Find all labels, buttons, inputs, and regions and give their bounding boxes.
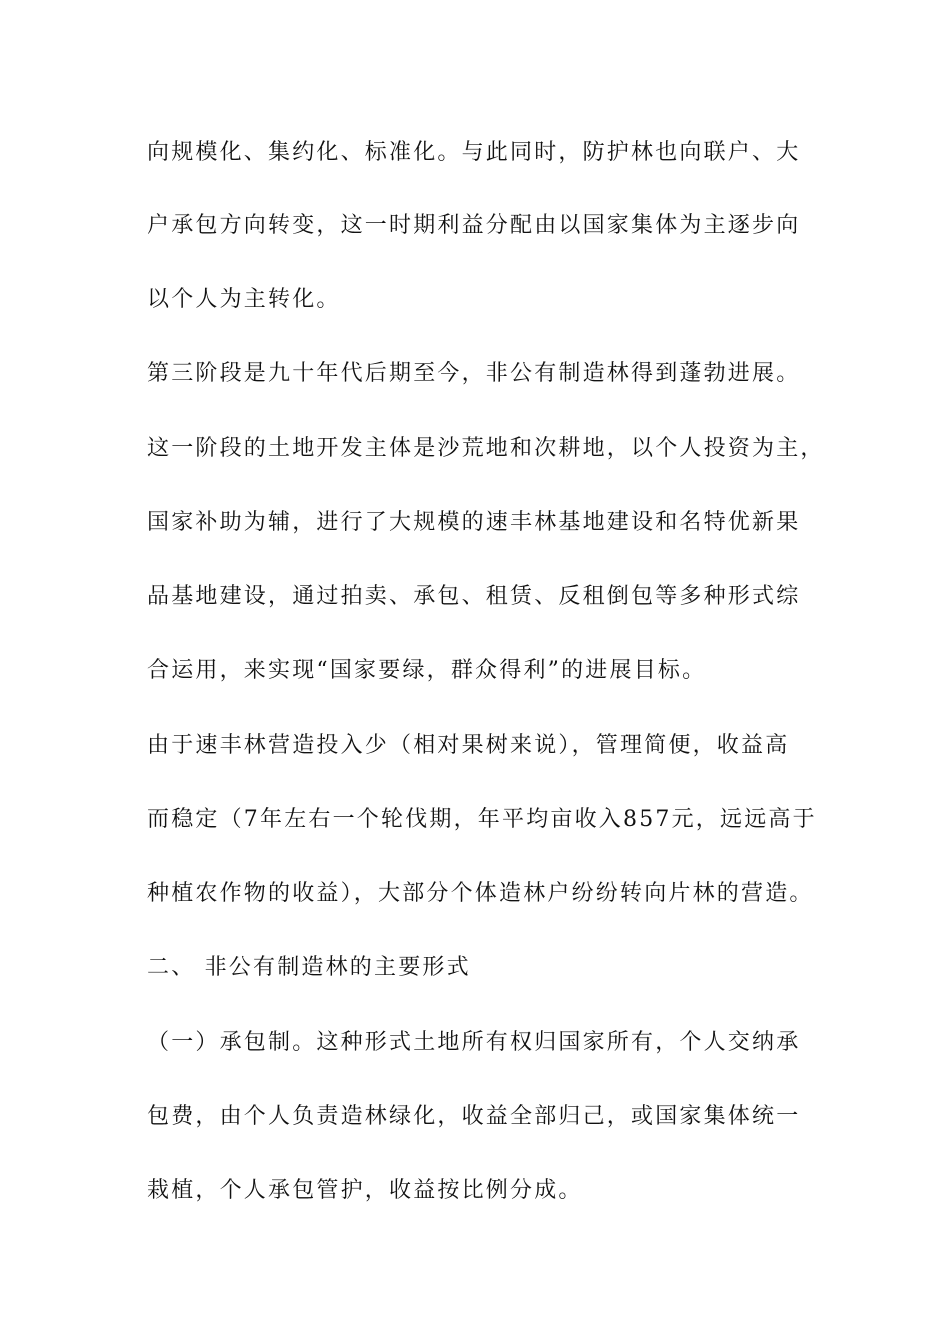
paragraph-line: 栽植，个人承包管护，收益按比例分成。 xyxy=(147,1178,583,1203)
paragraph-line: 合运用，来实现“国家要绿，群众得利”的进展目标。 xyxy=(147,658,707,683)
paragraph-line: 由于速丰林营造投入少（相对果树来说），管理简便，收益高 xyxy=(147,733,790,758)
paragraph-line: 包费，由个人负责造林绿化，收益全部归己，或国家集体统一 xyxy=(147,1104,801,1129)
paragraph-line: 以个人为主转化。 xyxy=(147,287,341,312)
paragraph-line: 这一阶段的土地开发主体是沙荒地和次耕地，以个人投资为主， xyxy=(147,436,825,461)
paragraph-line: 品基地建设，通过拍卖、承包、租赁、反租倒包等多种形式综 xyxy=(147,584,801,609)
paragraph-line: 种植农作物的收益），大部分个体造林户纷纷转向片林的营造。 xyxy=(147,881,814,906)
paragraph-line: 第三阶段是九十年代后期至今，非公有制造林得到蓬勃进展。 xyxy=(147,361,801,386)
section-heading: 二、 非公有制造林的主要形式 xyxy=(147,955,471,980)
paragraph-line: 而稳定（7年左右一个轮伐期，年平均亩收入857元，远远高于 xyxy=(147,807,817,832)
paragraph-line: （一）承包制。这种形式土地所有权归国家所有，个人交纳承 xyxy=(147,1030,801,1055)
paragraph-line: 户承包方向转变，这一时期利益分配由以国家集体为主逐步向 xyxy=(147,213,801,238)
paragraph-line: 向规模化、集约化、标准化。与此同时，防护林也向联户、大 xyxy=(147,140,801,165)
paragraph-line: 国家补助为辅，进行了大规模的速丰林基地建设和名特优新果 xyxy=(147,510,801,535)
